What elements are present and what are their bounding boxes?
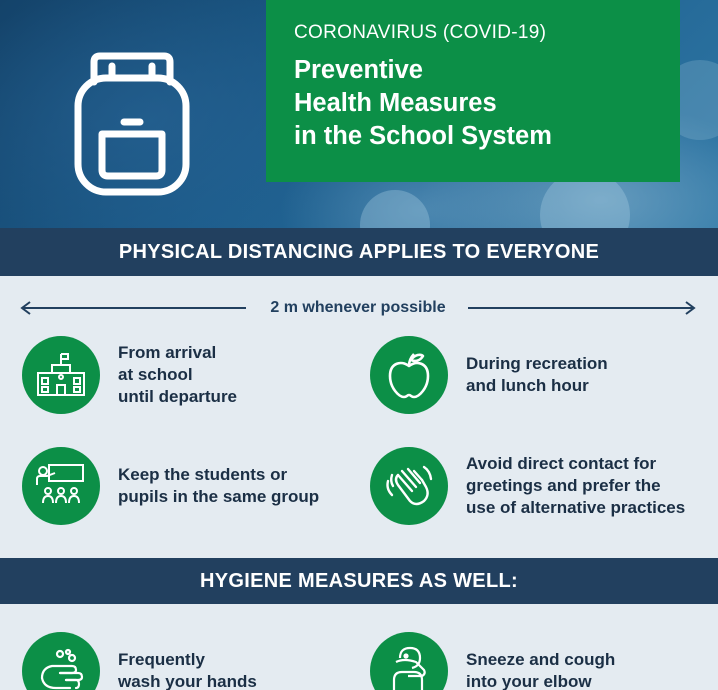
distance-label: 2 m whenever possible (270, 299, 446, 316)
list-item (370, 336, 608, 414)
distance-indicator (20, 296, 696, 322)
page-title: Preventive Health Measures in the School System (294, 56, 552, 150)
backpack-icon (72, 52, 192, 198)
classroom-group-icon (22, 447, 100, 525)
sneeze-elbow-icon (370, 632, 448, 690)
list-item (22, 336, 237, 414)
hero-banner (0, 0, 718, 228)
list-item (370, 632, 615, 690)
item-text: Keep the students or pupils in the same group (118, 465, 320, 506)
apple-icon (370, 336, 448, 414)
wave-hand-icon (370, 447, 448, 525)
item-text: During recreation and lunch hour (466, 354, 608, 395)
list-item (22, 447, 319, 525)
item-text: Avoid direct contact for greetings and prefer the use of alternative practices (466, 454, 686, 517)
list-item (370, 447, 685, 525)
item-text: Frequently wash your hands (118, 650, 257, 690)
item-text: From arrival at school until departure (118, 343, 238, 406)
school-building-icon (22, 336, 100, 414)
section-heading-distancing: PHYSICAL DISTANCING APPLIES TO EVERYONE (0, 228, 718, 276)
kicker: CORONAVIRUS (COVID-19) (294, 22, 547, 43)
section-heading-hygiene: HYGIENE MEASURES AS WELL: (0, 558, 718, 604)
list-item (22, 632, 257, 690)
title-box (266, 0, 680, 182)
item-text: Sneeze and cough into your elbow (466, 650, 616, 690)
virus-decoration (360, 190, 430, 228)
hand-washing-icon (22, 632, 100, 690)
